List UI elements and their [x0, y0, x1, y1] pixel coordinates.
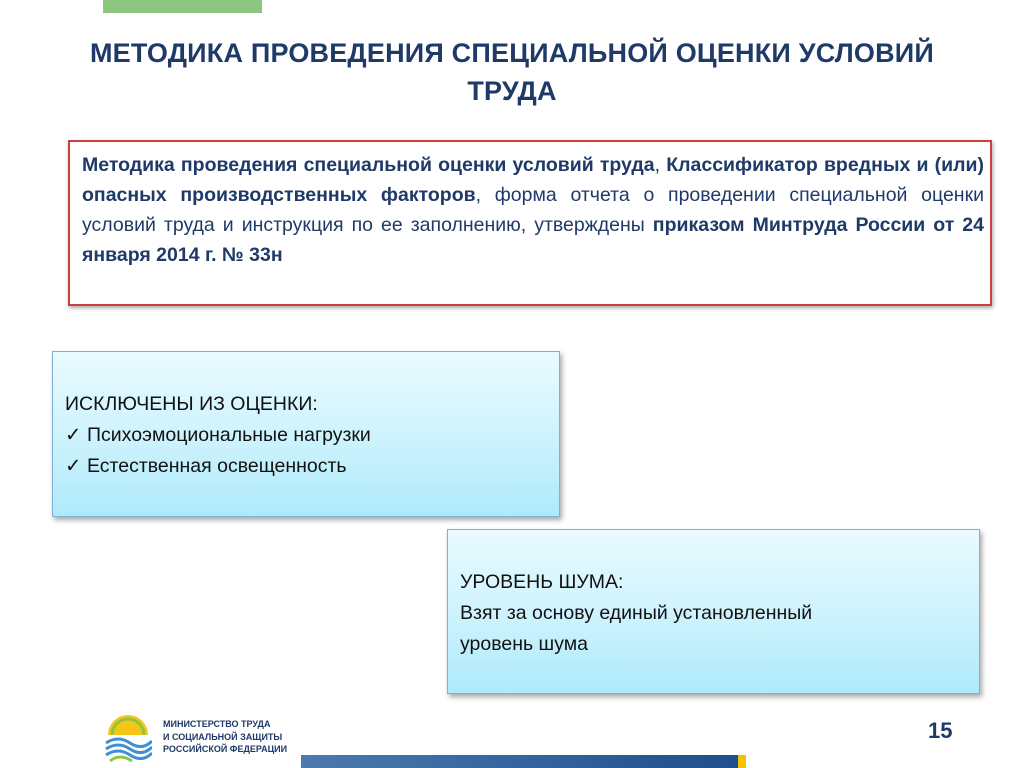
noise-heading: УРОВЕНЬ ШУМА:	[460, 571, 624, 593]
excluded-heading: ИСКЛЮЧЕНЫ ИЗ ОЦЕНКИ:	[65, 393, 318, 415]
excluded-item-label: Естественная освещенность	[87, 455, 347, 477]
noise-level-box	[447, 529, 980, 694]
excluded-item-label: Психоэмоциональные нагрузки	[87, 424, 371, 446]
order-info-text	[82, 150, 984, 270]
classifier-name: Классификатор вредных и (или) опасных производственных факторов	[82, 154, 984, 206]
bottom-bar	[301, 755, 738, 768]
bottom-accent-bar	[738, 755, 746, 768]
slide-title	[40, 34, 984, 110]
checkmark-icon: ✓	[65, 424, 82, 446]
top-accent-bar	[103, 0, 262, 13]
ministry-line-3: РОССИЙСКОЙ ФЕДЕРАЦИИ	[163, 744, 288, 754]
checkmark-icon: ✓	[65, 455, 82, 477]
title-line-2: ТРУДА	[467, 76, 557, 106]
ministry-logo-icon	[104, 713, 152, 763]
ministry-line-1: МИНИСТЕРСТВО ТРУДА	[163, 719, 271, 729]
order-info-box	[68, 140, 992, 306]
ministry-line-2: И СОЦИАЛЬНОЙ ЗАЩИТЫ	[163, 731, 283, 742]
ministry-name	[163, 718, 287, 756]
page-number: 15	[928, 718, 953, 743]
methodology-name: Методика проведения специальной оценки условий труда	[82, 154, 655, 176]
separator-text: ,	[654, 154, 667, 176]
excluded-box	[52, 351, 560, 517]
title-line-1: МЕТОДИКА ПРОВЕДЕНИЯ СПЕЦИАЛЬНОЙ ОЦЕНКИ УСЛОВИЙ	[89, 38, 935, 68]
excluded-item	[65, 451, 371, 482]
excluded-item	[65, 420, 371, 451]
order-reference: приказом Минтруда России от 24 января 2014 г. № 33н	[82, 214, 984, 266]
order-description-text: , форма отчета о проведении специальной оценки условий труда и инструкция по ее заполнению, утверждены	[82, 184, 984, 236]
noise-text-line-1: Взят за основу единый установленный	[460, 602, 813, 624]
noise-text-line-2: уровень шума	[460, 633, 588, 655]
